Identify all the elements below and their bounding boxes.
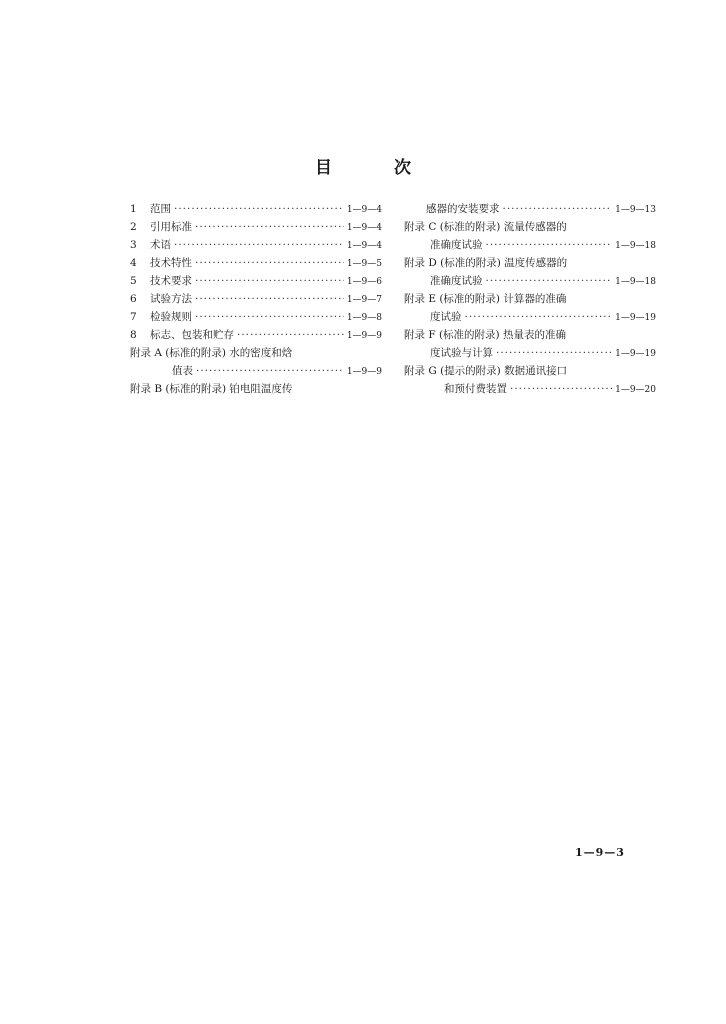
toc-leader-dots — [237, 326, 344, 344]
toc-entry-continuation[interactable] — [404, 200, 656, 218]
toc-leader-dots — [496, 344, 612, 362]
toc-entry-label: 值表 — [172, 365, 193, 377]
toc-entry-page: 1—9—6 — [346, 277, 382, 287]
toc-right-column — [404, 200, 656, 398]
toc-entry-number: 1 — [130, 203, 137, 215]
toc-entry[interactable] — [130, 254, 382, 272]
toc-entry-page: 1—9—4 — [346, 205, 382, 215]
toc-entry-label: 引用标准 — [150, 221, 192, 233]
toc-entry-label: 术语 — [150, 239, 171, 251]
toc-leader-dots — [174, 200, 344, 218]
toc-entry-number: 2 — [130, 221, 137, 233]
toc-entry-page: 1—9—9 — [346, 331, 382, 341]
toc-entry[interactable] — [130, 272, 382, 290]
toc-entry-page: 1—9—4 — [346, 241, 382, 251]
title-char-1: 目 — [315, 158, 332, 178]
toc-entry-label: 附录 E (标准的附录) 计算器的准确 — [404, 293, 567, 305]
toc-entry[interactable] — [404, 254, 656, 272]
toc-entry-label: 附录 D (标准的附录) 温度传感器的 — [404, 257, 568, 269]
toc-entry-continuation[interactable] — [404, 308, 656, 326]
toc-leader-dots — [195, 254, 344, 272]
toc-entry-continuation[interactable] — [404, 236, 656, 254]
toc-entry-number: 3 — [130, 239, 137, 251]
toc-entry-continuation[interactable] — [404, 272, 656, 290]
toc-entry[interactable] — [404, 290, 656, 308]
toc-entry-number: 8 — [130, 329, 137, 341]
toc-leader-dots — [486, 236, 613, 254]
toc-entry-number: 6 — [130, 293, 137, 305]
toc-entry-continuation[interactable] — [404, 380, 656, 398]
toc-entry-label: 准确度试验 — [430, 275, 483, 287]
toc-entry[interactable] — [404, 326, 656, 344]
toc-entry-label: 试验方法 — [150, 293, 192, 305]
toc-entry-page: 1—9—19 — [615, 349, 656, 359]
toc-entry-page: 1—9—7 — [346, 295, 382, 305]
toc-entry-label: 附录 B (标准的附录) 铂电阻温度传 — [130, 383, 293, 395]
toc-entry[interactable] — [130, 200, 382, 218]
toc-entry-label: 附录 C (标准的附录) 流量传感器的 — [404, 221, 567, 233]
toc-leader-dots — [195, 272, 344, 290]
toc-left-column — [130, 200, 382, 398]
toc-leader-dots — [486, 272, 613, 290]
toc-entry-page: 1—9—5 — [346, 259, 382, 269]
toc-entry[interactable] — [130, 344, 382, 362]
toc-entry-number: 5 — [130, 275, 137, 287]
toc-entry-label: 范围 — [150, 203, 171, 215]
toc-entry[interactable] — [130, 380, 382, 398]
toc-entry-continuation[interactable] — [404, 344, 656, 362]
toc-entry-page: 1—9—18 — [615, 241, 656, 251]
toc-entry-label: 准确度试验 — [430, 239, 483, 251]
toc-entry-label: 技术要求 — [150, 275, 192, 287]
toc-entry-page: 1—9—20 — [615, 385, 656, 395]
toc-entry-label: 度试验 — [430, 311, 462, 323]
toc-entry[interactable] — [130, 308, 382, 326]
toc-leader-dots — [503, 200, 613, 218]
toc-leader-dots — [195, 308, 344, 326]
toc-entry-label: 附录 G (提示的附录) 数据通讯接口 — [404, 365, 568, 377]
toc-leader-dots — [196, 362, 344, 380]
page-number: 1—9—3 — [575, 846, 625, 859]
toc-leader-dots — [465, 308, 613, 326]
toc-leader-dots — [195, 290, 344, 308]
toc-entry-label: 和预付费装置 — [444, 383, 507, 395]
toc-entry-label: 标志、包装和贮存 — [150, 329, 234, 341]
toc-entry-page: 1—9—8 — [346, 313, 382, 323]
toc-entry[interactable] — [130, 236, 382, 254]
toc-entry-page: 1—9—13 — [615, 205, 656, 215]
toc-entry[interactable] — [130, 290, 382, 308]
toc-entry-page: 1—9—9 — [346, 367, 382, 377]
toc-entry[interactable] — [404, 362, 656, 380]
toc-entry-continuation[interactable] — [130, 362, 382, 380]
page-title — [0, 153, 726, 178]
toc-entry-label: 附录 F (标准的附录) 热量表的准确 — [404, 329, 566, 341]
toc-entry-label: 技术特性 — [150, 257, 192, 269]
toc-entry[interactable] — [130, 218, 382, 236]
toc-entry[interactable] — [404, 218, 656, 236]
toc-entry-label: 检验规则 — [150, 311, 192, 323]
toc-entry[interactable] — [130, 326, 382, 344]
toc-leader-dots — [174, 236, 344, 254]
toc-entry-number: 7 — [130, 311, 137, 323]
toc-leader-dots — [510, 380, 612, 398]
toc-entry-page: 1—9—4 — [346, 223, 382, 233]
toc-entry-page: 1—9—18 — [615, 277, 656, 287]
toc-entry-label: 度试验与计算 — [430, 347, 493, 359]
title-char-2: 次 — [394, 158, 411, 178]
toc-entry-label: 感器的安装要求 — [426, 203, 500, 215]
toc-entry-number: 4 — [130, 257, 137, 269]
toc-entry-label: 附录 A (标准的附录) 水的密度和焓 — [130, 347, 293, 359]
toc-leader-dots — [195, 218, 344, 236]
toc-entry-page: 1—9—19 — [615, 313, 656, 323]
